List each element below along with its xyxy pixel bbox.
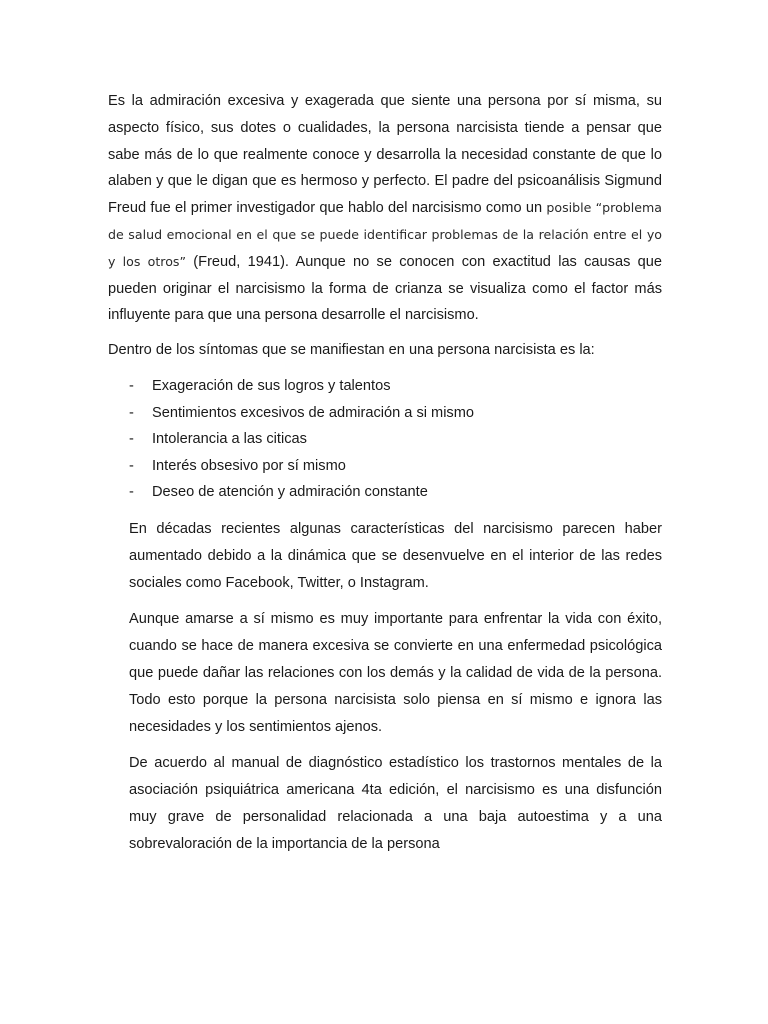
- list-dash: -: [129, 457, 134, 474]
- definition-text-continued: (Freud, 1941). Aunque no se conocen con exactitud las causas que pueden originar el narcisismo la forma de crianza se visualiza como el factor más influyente para que una persona desarrolle el narcisismo.: [108, 253, 662, 324]
- symptom-text: Deseo de atención y admiración constante: [152, 484, 428, 501]
- list-dash: -: [129, 431, 134, 448]
- symptoms-intro: Dentro de los síntomas que se manifiestan en una persona narcisista es la:: [108, 342, 595, 359]
- diagnostic-manual-paragraph: De acuerdo al manual de diagnóstico estadístico los trastornos mentales de la asociación psiquiátrica americana 4ta edición, el narcisismo es una disfunción muy grave de personalidad relacionada a una baja autoestima y a una sobrevaloración de la importancia de la persona: [129, 755, 662, 852]
- freud-quote: posible “problema de salud emocional en el que se puede identificar problemas de la relación entre el yo y los otros”: [108, 200, 662, 269]
- list-item: [108, 479, 662, 506]
- list-item: [108, 400, 662, 427]
- list-item: [108, 453, 662, 480]
- list-item: [108, 426, 662, 453]
- social-media-paragraph: En décadas recientes algunas características del narcisismo parecen haber aumentado debido a la dinámica que se desenvuelve en el interior de las redes sociales como Facebook, Twitter, o Instagram.: [129, 520, 662, 591]
- symptoms-list: [108, 373, 662, 506]
- symptom-text: Interés obsesivo por sí mismo: [152, 457, 346, 474]
- self-love-paragraph: Aunque amarse a sí mismo es muy importante para enfrentar la vida con éxito, cuando se hace de manera excesiva se convierte en una enfermedad psicológica que puede dañar las relaciones con los demás y la calidad de vida de la persona. Todo esto porque la persona narcisista solo piensa en sí mismo e ignora las necesidades y los sentimientos ajenos.: [129, 611, 662, 735]
- definition-text: Es la admiración excesiva y exagerada que siente una persona por sí misma, su aspecto físico, sus dotes o cualidades, la persona narcisista tiende a pensar que sabe más de lo que realmente conoce y desarrolla la necesidad constante de que lo alaben y que le digan que es hermoso y perfecto. El padre del psicoanálisis Sigmund Freud fue el primer investigador que hablo del narcisismo como un: [108, 93, 662, 217]
- symptom-text: Intolerancia a las citicas: [152, 431, 307, 448]
- list-dash: -: [129, 404, 134, 421]
- symptom-text: Exageración de sus logros y talentos: [152, 377, 391, 394]
- definition-paragraph: [108, 88, 662, 329]
- list-item: [108, 373, 662, 400]
- document-page: [108, 88, 662, 858]
- list-dash: -: [129, 484, 134, 501]
- symptom-text: Sentimientos excesivos de admiración a si mismo: [152, 404, 475, 421]
- list-dash: -: [129, 377, 134, 394]
